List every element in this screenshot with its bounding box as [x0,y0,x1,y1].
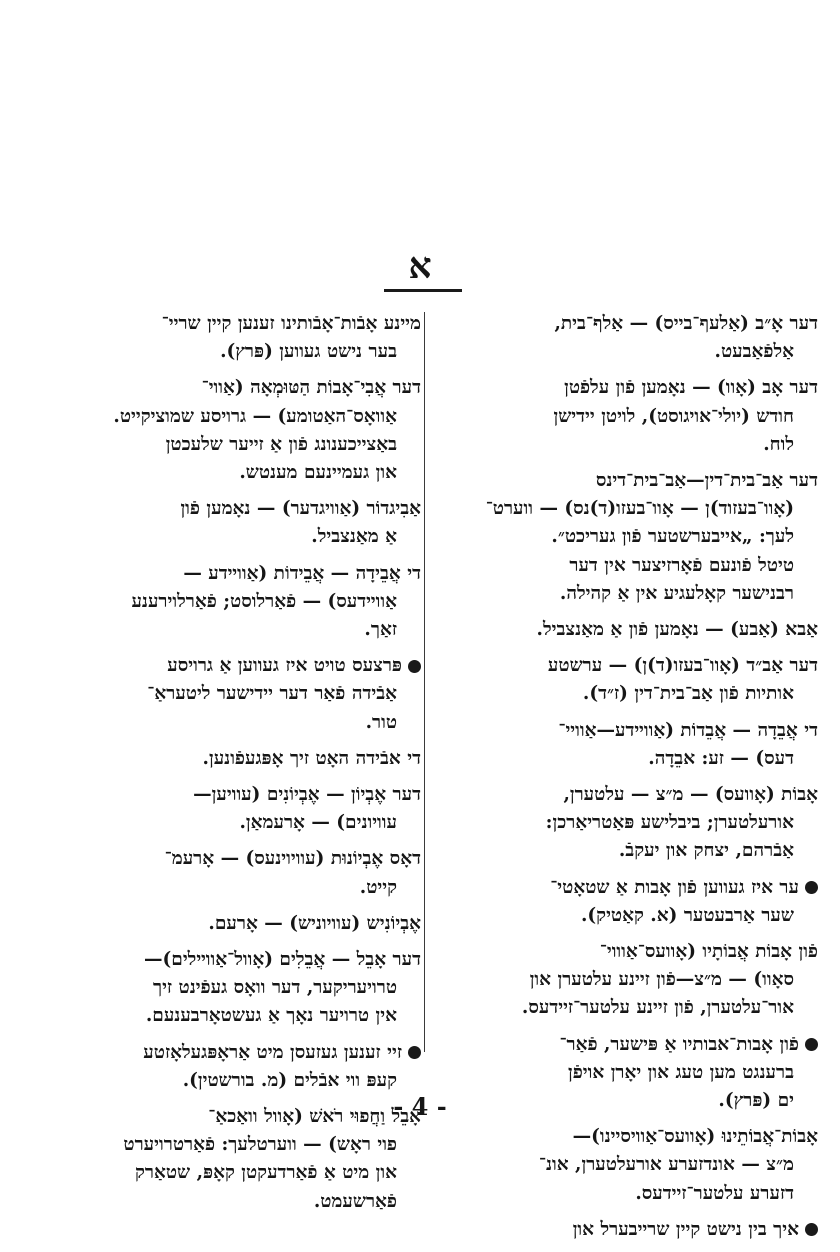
dictionary-entry [433,310,818,366]
example-bullet-icon [408,1046,421,1059]
dictionary-entry [66,946,421,1031]
entry-text: דאָס אֶבְיוֹנוּת (עוויוינעס) — אָרעמ־ [164,848,421,870]
entry-text: דזערע עלטער־זיידעס. [635,1182,794,1204]
entry-headword-line [66,781,421,809]
entry-text: אותיות פֿון אַב־בית־דין (ז״ד). [582,683,794,705]
dictionary-entry [66,910,421,938]
entry-text: דער אֲבִי־אָבוֹת הַטּוּמְאָה (אַווי־ [201,377,421,399]
entry-headword-line [433,310,818,338]
dictionary-entry [433,616,818,644]
entry-text: באַצייכענונג פֿון אַ זייער שלעכטן [165,433,397,455]
entry-headword-line [66,310,421,338]
entry-text: אָבוֹת־אֲבוֹתֵינוּ (אָוועס־אַוויסיינו)— [572,1126,818,1148]
entry-headword-line [66,745,421,773]
entry-text: סאָוו) — מ״צ—פֿון זיינע עלטערן און [529,969,794,991]
example-bullet-icon [805,881,818,894]
dictionary-entry [433,781,818,866]
entry-text: אַ מאַנצביל. [311,526,397,548]
entry-headword-line [433,1216,818,1244]
entry-text: פּרצעס טויט איז געווען אַ גרויסע [167,655,402,677]
dictionary-entry [433,717,818,773]
entry-text: אָבוֹת (אָוועס) — מ״צ — עלטערן, [563,784,818,806]
dictionary-entry [66,495,421,551]
dictionary-entry [433,938,818,1023]
entry-headword-line [433,874,818,902]
entry-definition-line [433,680,818,708]
entry-text: אַוואָס־האַטומע) — גרויסע שמוציקייט. [113,405,397,427]
entry-definition-line [433,1180,818,1208]
entry-text: מיינע אָבֿות־אָבֿותינו זענען קיין שריי־ [161,313,421,334]
entry-definition-line [433,552,818,580]
dictionary-entry [66,652,421,737]
entry-headword-line [66,946,421,974]
entry-definition-line [433,580,818,608]
entry-headword-line [433,1123,818,1151]
entry-definition-line [433,1059,818,1087]
entry-headword-line [433,467,818,495]
entry-text: פֿון אָבות־אבותיו אַ פּישער, פֿאַר־ [559,1033,799,1055]
entry-text: דער אָב (אָוו) — נאָמען פֿון עלפֿטן [564,377,818,399]
dictionary-entry [66,1039,421,1095]
entry-definition-line [66,1002,421,1030]
entry-headword-line [433,781,818,809]
entry-text: פוי ראָש) — ווערטלעך: פֿאַרטרויערט [123,1134,397,1156]
entry-text: עוויונים) — אָרעמאַן. [239,812,397,834]
entry-text: פֿון אָבוֹת אֲבוֹתָיו (אָוועס־אַוווי־ [599,941,818,963]
entry-text: דער אַב״ד (אָוו־בעזו(ד)ן) — ערשטע [547,655,818,677]
dictionary-entry [433,374,818,459]
entry-text: אין טרויער נאָך אַ געשטאָרבענעם. [145,1005,397,1027]
entry-definition-line [66,1067,421,1095]
entry-headword-line [66,374,421,402]
entry-definition-line [66,809,421,837]
entry-definition-line [66,680,421,708]
entry-definition-line [433,523,818,551]
entry-text: זאַך. [364,619,397,641]
entry-definition-line [66,874,421,902]
entry-definition-line [433,495,818,523]
dictionary-entry [66,560,421,645]
entry-definition-line [66,338,421,366]
entry-text: פֿאַרשעמט. [313,1190,397,1212]
dictionary-entry [66,374,421,487]
entry-definition-line [66,1188,421,1216]
entry-text: דער אַב־בית־דין—אַב־בית־דינס [595,470,818,492]
entry-definition-line [66,1131,421,1159]
entry-text: ער איז געווען פֿון אָבות אַ שטאָטי־ [550,876,799,898]
entry-text: טור. [365,711,397,733]
entry-text: קייט. [359,876,397,898]
entry-text: ברענגט מען טעג און יאָרן אויפֿן [568,1061,794,1083]
entry-definition-line [66,459,421,487]
entry-text: לוח. [763,433,794,455]
entry-text: דער אָ״ב (אַלעף־בייס) — אַלף־בית, [554,313,818,334]
entry-text: ים (פּרץ). [718,1090,794,1112]
entry-text: די אֲבֵידָה — אֲבֵידוֹת (אַווײדע — [183,562,421,584]
entry-text: חודש (יולי־אויגוסט), לויטן יידישן [553,405,794,427]
entry-definition-line [66,588,421,616]
entry-text: בער נישט געווען (פּרץ). [220,341,397,363]
entry-text: אורעלטערן; ביבלישע פּאַטריאַרכן: [545,812,794,834]
entry-definition-line [433,837,818,865]
entry-headword-line [433,1031,818,1059]
entry-text: די אבֿידה האָט זיך אָפּגעפֿונען. [202,747,421,769]
entry-headword-line [66,495,421,523]
entry-definition-line [66,974,421,1002]
entry-definition-line [66,523,421,551]
dictionary-entry [66,310,421,366]
entry-definition-line [433,431,818,459]
entry-definition-line [66,431,421,459]
entry-headword-line [66,560,421,588]
entry-text: מ״צ — אונדזערע אורעלטערן, אונ־ [538,1154,794,1176]
entry-text: לעך: „אייבערשטער פֿון געריכט״. [551,526,794,548]
left-column [66,310,421,1224]
entry-headword-line [433,652,818,680]
dictionary-entry [433,1123,818,1208]
entry-definition-line [66,709,421,737]
entry-text: קעפּ ווי אבֿלים (מ. בורשטין). [182,1069,397,1091]
entry-text: דער אָבֵל — אֲבֵלִים (אָוול־אַווײלים)— [144,949,421,971]
section-letter-underline [384,289,462,292]
dictionary-entry [66,745,421,773]
entry-headword-line [66,910,421,938]
entry-text: אָבֵל וַחֲפוּי רֹאשׁ (אָוול וואַכאַ־ [208,1106,421,1128]
entry-text: דעס) — זע: אבֵדָה. [648,747,794,769]
entry-text: אַבִיגדוֹר (אַוויגדער) — נאָמען פֿון [180,498,421,520]
dictionary-entry [66,845,421,901]
entry-text: און מיט אַ פֿאַרדעקטן קאָפּ, שטאַרק [134,1162,397,1184]
entry-text: אֶבְיוֹנִיש (עוויוניש) — אָרעם. [208,912,421,934]
page-number: - 4 - [393,1092,447,1121]
entry-text: אור־עלטערן, פֿון זיינע עלטער־זיידעס. [521,997,794,1019]
entry-text: אַבא (אַבע) — נאָמען פֿון אַ מאַנצביל. [536,619,818,641]
entry-headword-line [433,374,818,402]
entry-headword-line [66,845,421,873]
entry-text: איך בין נישט קיין שרייבערל און [572,1218,799,1240]
entry-text: טיטל פֿונעם פֿאָרזיצער אין דער [569,554,794,576]
entry-text: אַווײדעס) — פֿאַרלוסט; פֿאַרלוירענע [131,590,397,612]
dictionary-entry [433,874,818,930]
section-letter: א [408,245,432,287]
entry-definition-line [433,403,818,431]
entry-text: און געמיינעם מענטש. [239,462,397,484]
example-bullet-icon [805,1223,818,1236]
example-bullet-icon [408,660,421,673]
dictionary-entry [433,467,818,608]
entry-text: שער אַרבעטער (א. קאַטיק). [580,904,794,926]
entry-definition-line [66,616,421,644]
entry-headword-line [433,938,818,966]
example-bullet-icon [805,1038,818,1051]
entry-headword-line [433,717,818,745]
entry-text: אַבֿרהם, יצחק און יעקבֿ. [618,840,794,862]
entry-definition-line [433,966,818,994]
entry-definition-line [66,403,421,431]
entry-headword-line [66,652,421,680]
column-divider [424,312,425,1052]
entry-text: רבנישער קאָלעגיע אין אַ קהילה. [559,582,794,604]
entry-text: אַלפֿאַבעט. [714,341,794,363]
entry-text: (אָוו־בעזוד)ן — אָוו־בעזו(ד)נס) — ווערט־ [485,498,794,520]
entry-definition-line [433,1151,818,1179]
entry-definition-line [433,809,818,837]
entry-text: זיי זענען געזעסן מיט אַראָפּגעלאָזטע [143,1041,402,1063]
entry-text: טרויעריקער, דער וואָס געפֿינט זיך [152,977,397,999]
entry-headword-line [66,1039,421,1067]
dictionary-entry [66,781,421,837]
entry-definition-line [433,902,818,930]
entry-definition-line [433,745,818,773]
entry-text: דער אֶבְיוֹן — אֶבְיוֹנִים (עוויען— [193,784,421,806]
entry-text: אַבֿידה פֿאַר דער יידישער ליטעראַ־ [147,683,397,705]
entry-definition-line [433,994,818,1022]
entry-text: די אֲבֵדָה — אֲבֵדוֹת (אַווײדע—אַוויי־ [558,719,818,741]
entry-definition-line [433,338,818,366]
entry-definition-line [66,1159,421,1187]
dictionary-entry [433,652,818,708]
dictionary-entry [433,1216,818,1244]
entry-headword-line [433,616,818,644]
